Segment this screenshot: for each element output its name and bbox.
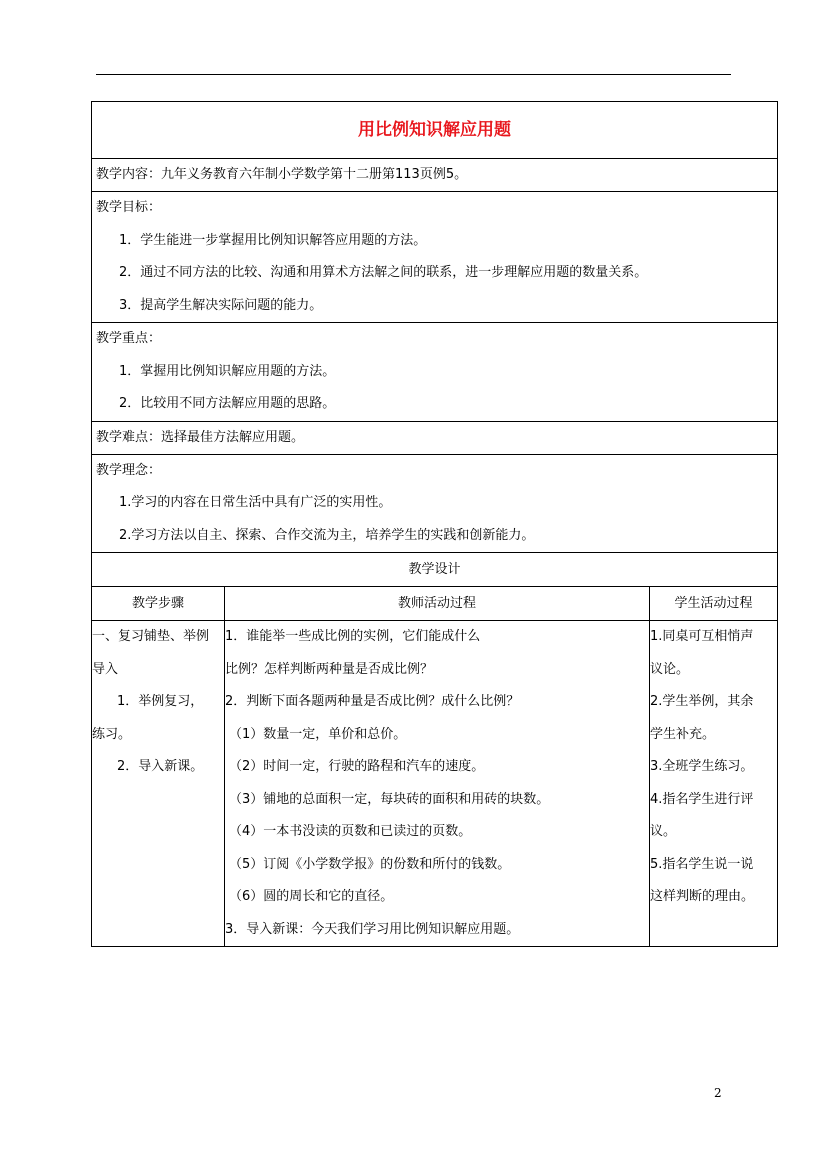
teaching-content: 教学内容：九年义务教育六年制小学数学第十二册第113页例5。 — [96, 167, 468, 182]
student-line: 5.指名学生说一说 — [650, 856, 754, 872]
student-line: 这样判断的理由。 — [650, 889, 755, 904]
column-header-teacher: 教师活动过程 — [225, 587, 650, 621]
teaching-difficulty: 教学难点：选择最佳方法解应用题。 — [96, 429, 305, 445]
header-rule — [96, 74, 731, 75]
teacher-line: 3．导入新课：今天我们学习用比例知识解应用题。 — [225, 921, 520, 937]
step-line: 2．导入新课。 — [117, 759, 204, 774]
student-line: 2.学生举例，其余 — [650, 694, 754, 709]
objectives-label: 教学目标： — [96, 200, 162, 215]
difficulty-cell — [92, 421, 778, 454]
student-line: 学生补充。 — [650, 726, 716, 742]
column-header-steps: 教学步骤 — [92, 587, 225, 621]
philosophy-label: 教学理念： — [96, 462, 162, 478]
teacher-line: （1）数量一定，单价和总价。 — [229, 726, 407, 742]
teacher-line: 比例？怎样判断两种量是否成比例？ — [225, 661, 434, 677]
teacher-line: 1．谁能举一些成比例的实例，它们能成什么 — [225, 629, 481, 644]
key-points-label: 教学重点： — [96, 331, 162, 346]
teacher-activity-cell — [225, 621, 650, 947]
student-activity-cell — [650, 621, 778, 947]
philosophy-item: 2.学习方法以自主、探索、合作交流为主，培养学生的实践和创新能力。 — [119, 527, 535, 543]
teacher-line: （4）一本书没读的页数和已读过的页数。 — [229, 824, 472, 839]
objectives-cell — [92, 192, 778, 323]
teacher-line: （5）订阅《小学数学报》的份数和所付的钱数。 — [229, 856, 511, 872]
steps-cell — [92, 621, 225, 947]
design-heading: 教学设计 — [92, 553, 778, 587]
page-title: 用比例知识解应用题 — [358, 120, 511, 140]
step-line: 练习。 — [92, 726, 132, 742]
page-number: 2 — [714, 1086, 722, 1100]
student-line: 3.全班学生练习。 — [650, 759, 754, 774]
teacher-line: 2．判断下面各题两种量是否成比例？成什么比例？ — [225, 694, 520, 709]
teacher-line: （3）铺地的总面积一定，每块砖的面积和用砖的块数。 — [229, 791, 550, 807]
student-line: 1.同桌可互相悄声 — [650, 629, 754, 644]
student-line: 4.指名学生进行评 — [650, 791, 754, 807]
title-cell — [92, 102, 778, 159]
teacher-line: （6）圆的周长和它的直径。 — [229, 889, 394, 904]
student-line: 议。 — [650, 824, 677, 839]
philosophy-cell — [92, 454, 778, 553]
key-point-item: 1．掌握用比例知识解应用题的方法。 — [119, 363, 336, 379]
step-line: 一、复习铺垫、举例 — [92, 629, 210, 644]
step-line: 1．举例复习， — [117, 694, 204, 709]
objective-item: 3．提高学生解决实际问题的能力。 — [119, 297, 323, 313]
column-header-student: 学生活动过程 — [650, 587, 778, 621]
lesson-plan-table — [91, 101, 778, 947]
step-line: 导入 — [92, 661, 119, 677]
key-points-cell — [92, 323, 778, 422]
key-point-item: 2．比较用不同方法解应用题的思路。 — [119, 396, 336, 411]
philosophy-item: 1.学习的内容在日常生活中具有广泛的实用性。 — [119, 495, 392, 510]
objective-item: 2．通过不同方法的比较、沟通和用算术方法解之间的联系，进一步理解应用题的数量关系。 — [119, 265, 648, 280]
content-cell — [92, 159, 778, 192]
teacher-line: （2）时间一定，行驶的路程和汽车的速度。 — [229, 759, 485, 774]
objective-item: 1．学生能进一步掌握用比例知识解答应用题的方法。 — [119, 232, 427, 248]
student-line: 议论。 — [650, 661, 690, 677]
